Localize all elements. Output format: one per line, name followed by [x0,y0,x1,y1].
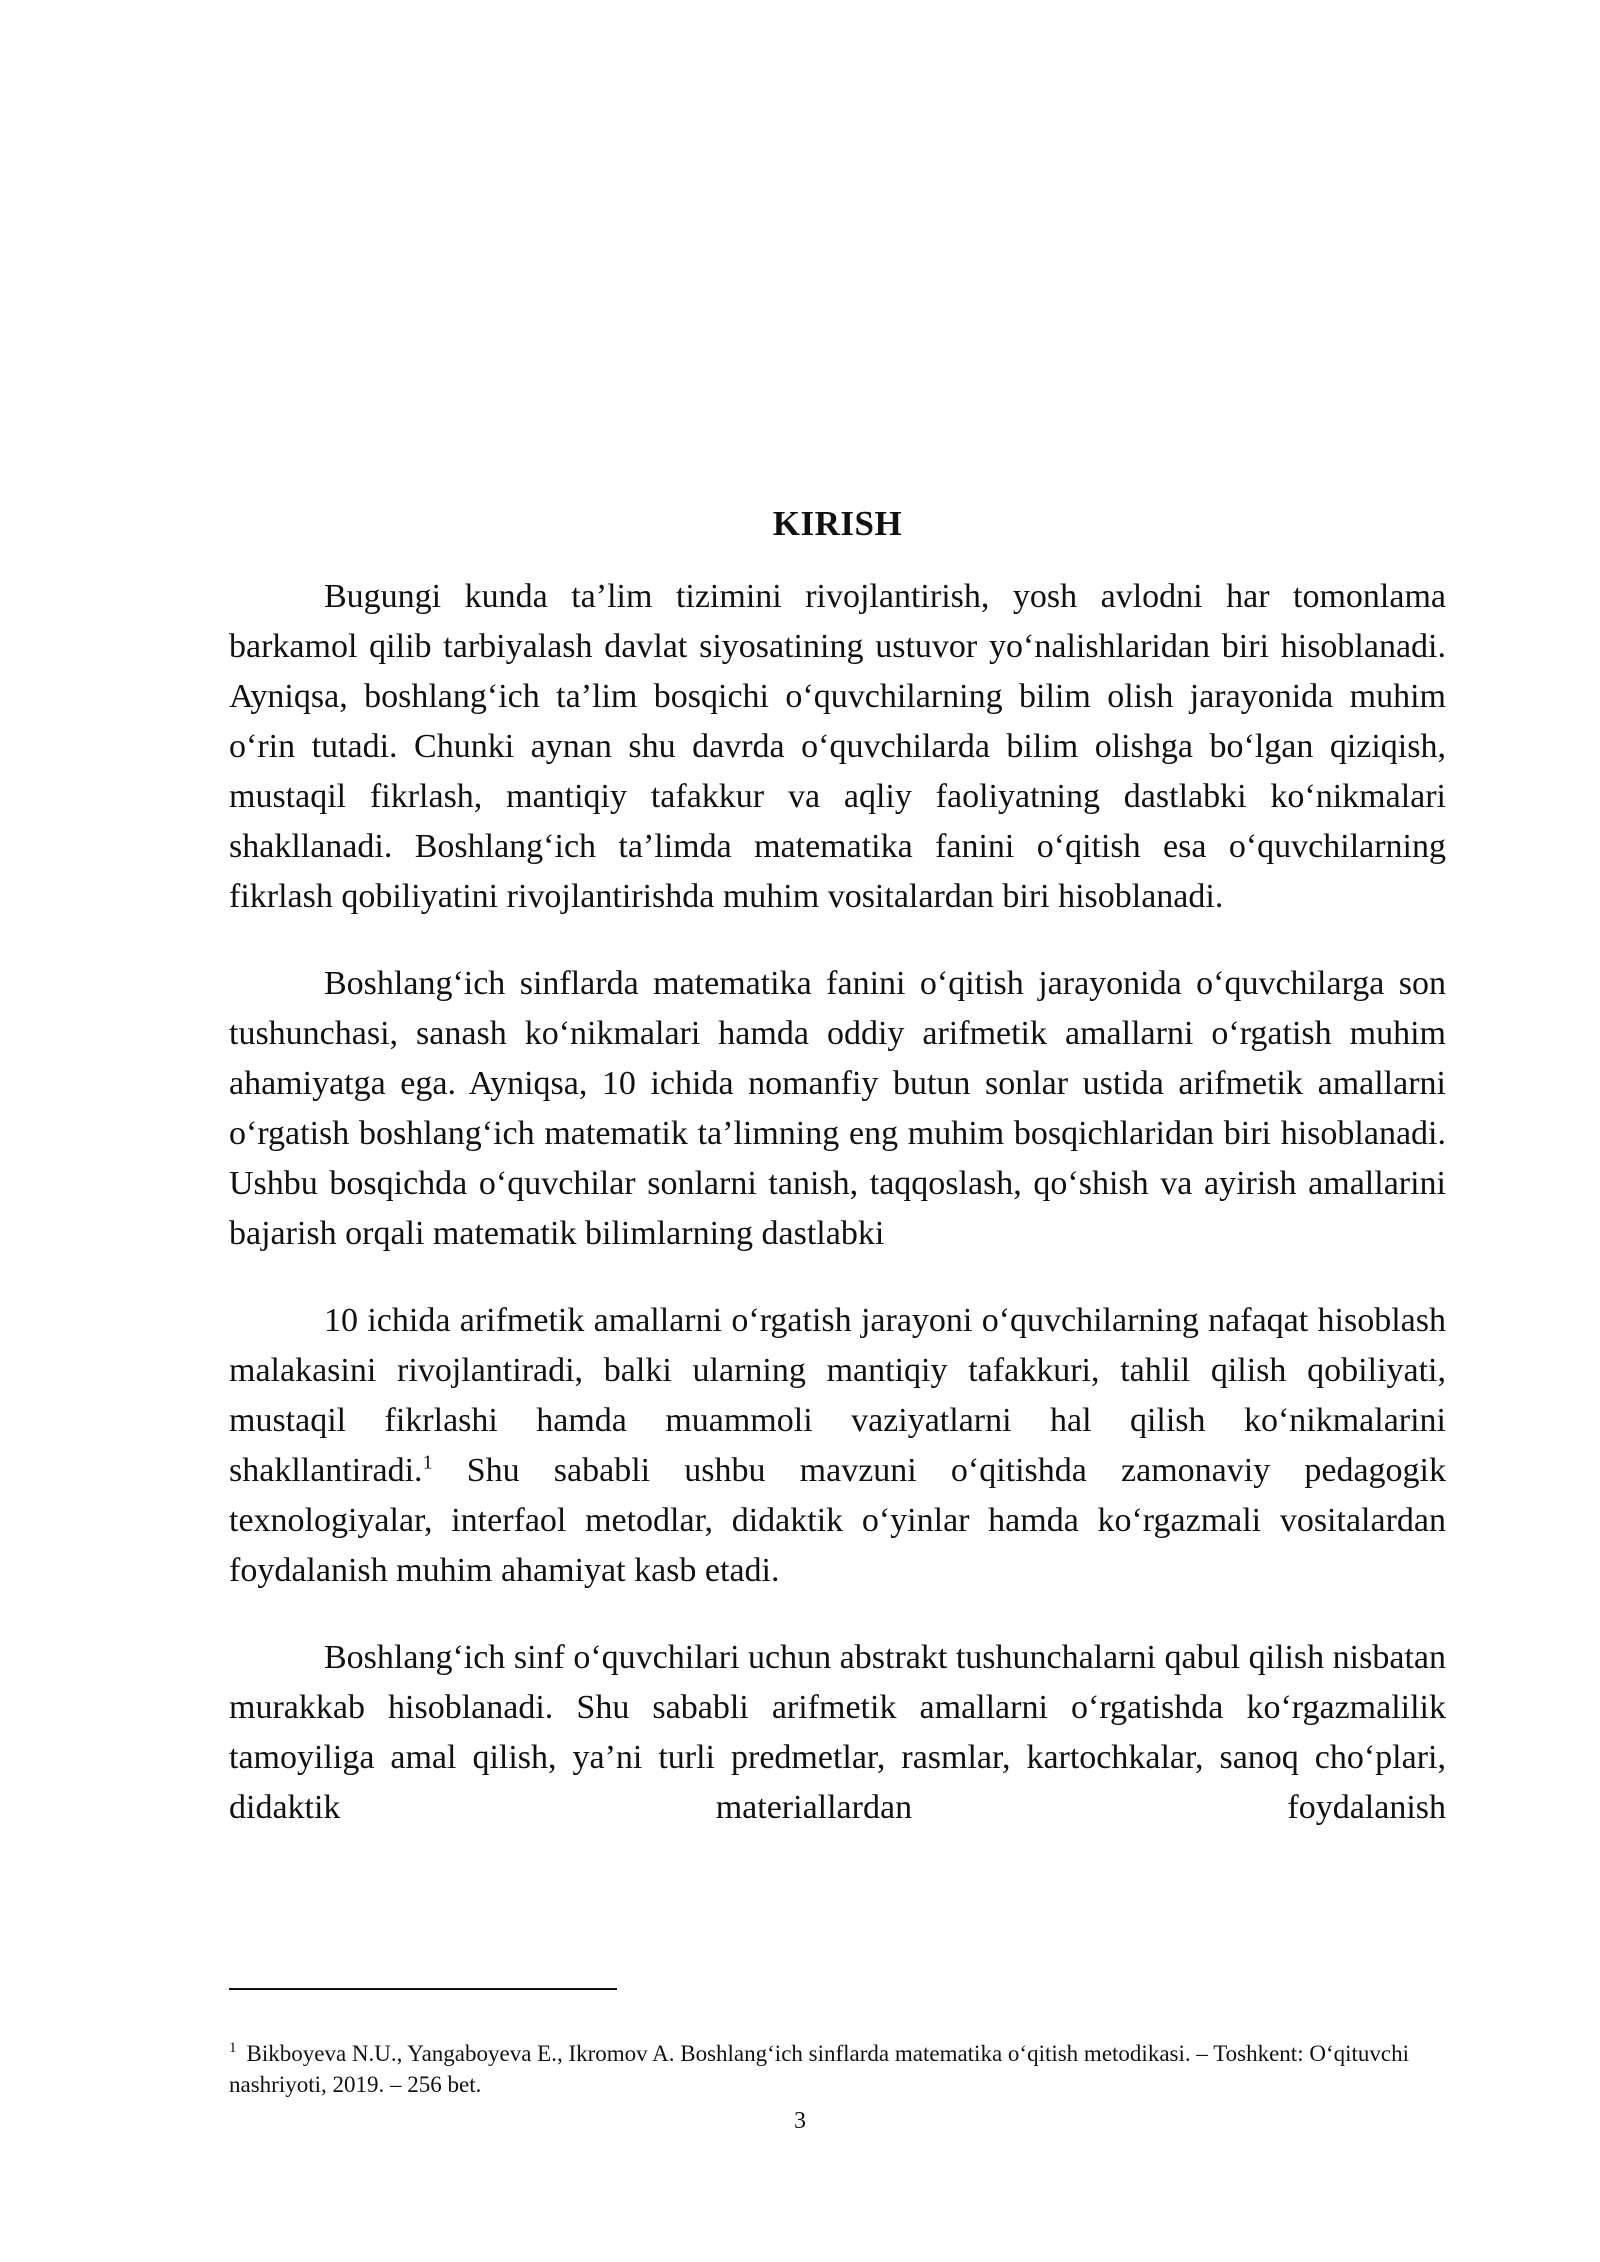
main-text-block [229,490,1446,1833]
footnote-reference-mark[interactable]: 1 [422,1451,433,1474]
paragraph-1: Bugungi kunda ta’lim tizimini rivojlantirish, yosh avlodni har tomonlama barkamol qilib tarbiyalash davlat siyosatining ustuvor yo‘nalishlaridan biri hisoblanadi. Ayniqsa, boshlang‘ich ta’lim bosqichi o‘quvchilarning bilim olish jarayonida muhim o‘rin tutadi. Chunki aynan shu davrda o‘quvchilarda bilim olishga bo‘lgan qiziqish, mustaqil fikrlash, mantiqiy tafakkur va aqliy faoliyatning dastlabki ko‘nikmalari shakllanadi. Boshlang‘ich ta’limda matematika fanini o‘qitish esa o‘quvchilarning fikrlash qobiliyatini rivojlantirishda muhim vositalardan biri hisoblanadi. [229,578,1446,915]
paragraph-2: Boshlang‘ich sinflarda matematika fanini o‘qitish jarayonida o‘quvchilarga son tushunchasi, sanash ko‘nikmalari hamda oddiy arifmetik amallarni o‘rgatish muhim ahamiyatga ega. Ayniqsa, 10 ichida nomanfiy butun sonlar ustida arifmetik amallarni o‘rgatish boshlang‘ich matematik ta’limning eng muhim bosqichlaridan biri hisoblanadi. Ushbu bosqichda o‘quvchilar sonlarni tanish, taqqoslash, qo‘shish va ayirish amallarini bajarish orqali matematik bilimlarning dastlabki [229,965,1446,1252]
page-heading: KIRISH [772,504,903,543]
footnote-number: 1 [229,2040,237,2057]
paragraph-3-text-after-note: Shu sababli ushbu mavzuni o‘qitishda zamonaviy pedagogik texnologiyalar, interfaol metodlar, didaktik o‘yinlar hamda ko‘rgazmali vositalardan foydalanish muhim ahamiyat kasb etadi. [229,1452,1446,1589]
page-number: 3 [794,2108,806,2134]
footnote [229,2038,1446,2100]
paragraph-4: Boshlang‘ich sinf o‘quvchilari uchun abstrakt tushunchalarni qabul qilish nisbatan murakkab hisoblanadi. Shu sababli arifmetik amallarni o‘rgatishda ko‘rgazmalilik tamoyiliga amal qilish, ya’ni turli predmetlar, rasmlar, kartochkalar, sanoq cho‘plari, didaktik materiallardan foydalanish [229,1639,1446,1826]
paragraph-3-text-before-note: 10 ichida arifmetik amallarni o‘rgatish jarayoni o‘quvchilarning nafaqat hisoblash malakasini rivojlantiradi, balki ularning mantiqiy tafakkuri, tahlil qilish qobiliyati, mustaqil fikrlashi hamda muammoli vaziyatlarni hal qilish ko‘nikmalarini shakllantiradi. [229,1302,1446,1489]
paragraph-3 [229,1296,1446,1596]
footnote-text: Bikboyeva N.U., Yangaboyeva E., Ikromov A. Boshlang‘ich sinflarda matematika o‘qitish metodikasi. – Toshkent: O‘qituvchi nashriyoti, 2019. – 256 bet. [229,2041,1409,2097]
footnote-separator [229,1988,617,1990]
